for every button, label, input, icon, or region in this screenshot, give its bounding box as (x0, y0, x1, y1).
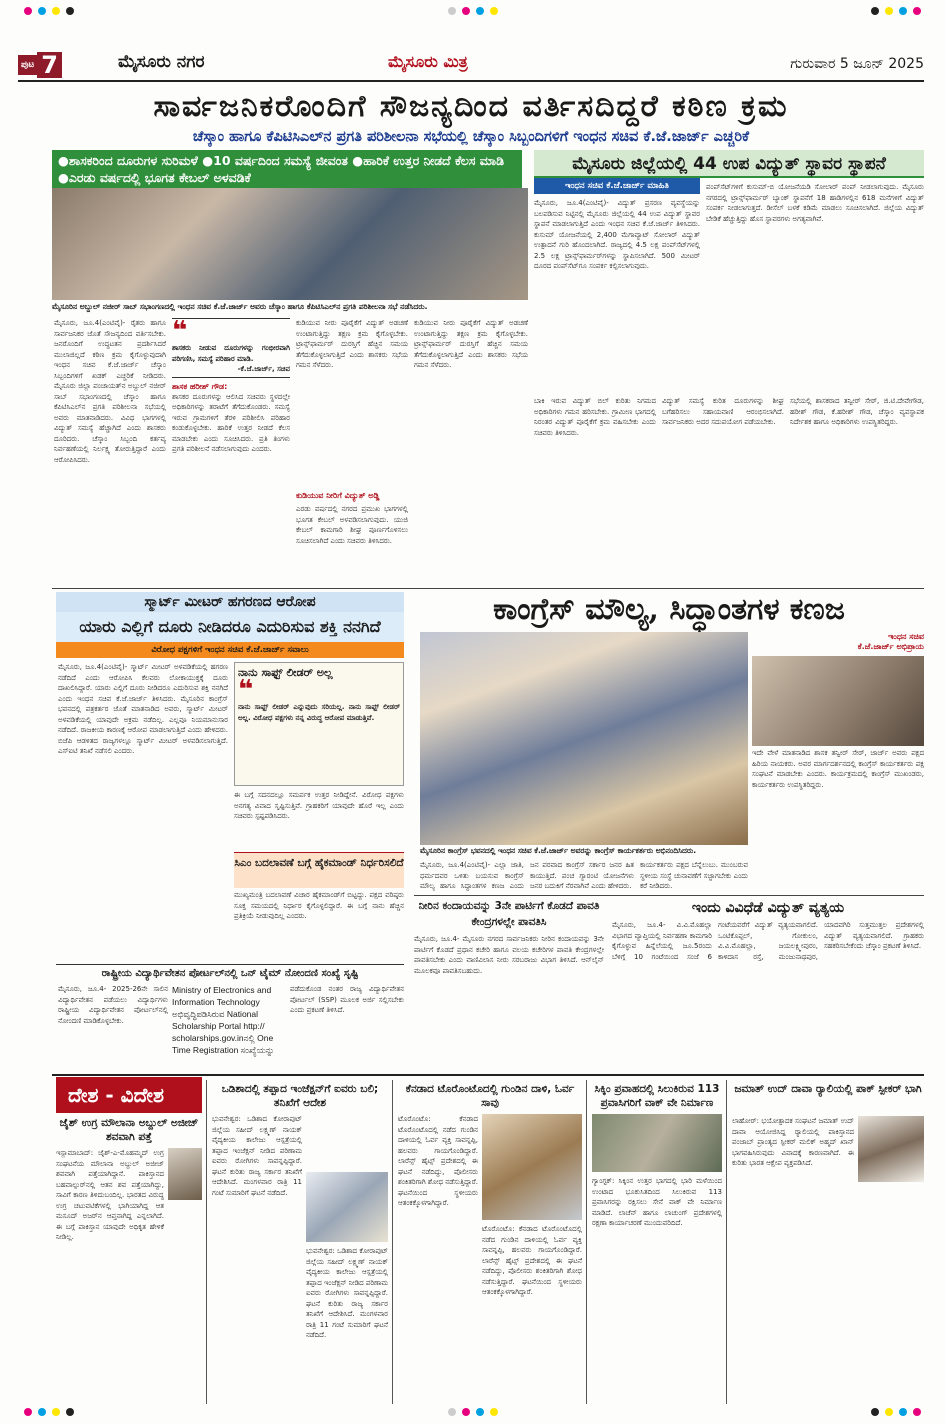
lead-quote-text: ಶಾಸಕರು ನೀಡುವ ದೂರುಗಳನ್ನು ಗಂಭೀರವಾಗಿ ಪರಿಗಣಿಸಿ, ಸಮಸ್ಯೆ ಪರಿಹಾರ ಮಾಡಿ. (172, 344, 290, 363)
substation-column-1: ಮೈಸೂರು, ಜೂ.4(ಎಂಟಿವೈ)- ವಿದ್ಯುತ್ ಪ್ರಸರಣ ವ್ಯವಸ್ಥೆಯನ್ನು ಬಲಪಡಿಸುವ ನಿಟ್ಟಿನಲ್ಲಿ ಮೈಸೂರು ಜಿಲ್ಲೆಯಲ್ಲಿ 44 ಉಪ ವಿದ್ಯುತ್ ಸ್ಥಾವರ ಸ್ಥಾಪನೆ ಮಾಡಲಾಗುತ್ತಿದೆ ಎಂದು ಇಂಧನ ಸಚಿವ ಕೆ.ಜೆ.ಜಾರ್ಜ್ ತಿಳಿಸಿದರು. ಕುಸುಮ್ ಯೋಜನೆಯಲ್ಲಿ 2,400 ಮೆಗಾವ್ಯಾಟ್ ಸೋಲಾರ್ ವಿದ್ಯುತ್ ಉತ್ಪಾದನೆ ಗುರಿ ಹೊಂದಲಾಗಿದೆ. ರಾಜ್ಯದಲ್ಲಿ 4.5 ಲಕ್ಷ ಪಂಪ್‌ಸೆಟ್‌ಗಳಲ್ಲಿ 2.5 ಲಕ್ಷ ಟ್ರಾನ್ಸ್‌ಫಾರ್ಮರ್‌ಗಳನ್ನು ಸ್ಥಾಪಿಸಲಾಗಿದೆ. 500 ಮೀಟರ್ ದೂರದ ಪಂಪ್‌ಸೆಟ್‌ಗೂ ಸಂಪರ್ಕ ಕಲ್ಪಿಸಲಾಗುವುದು. (534, 199, 700, 270)
issue-date: ಗುರುವಾರ 5 ಜೂನ್ 2025 (790, 56, 924, 72)
lead-column-2 (172, 318, 290, 586)
lead-column-2-text: ಶಾಸಕರ ದೂರುಗಳನ್ನು ಆಲಿಸಿದ ಸಚಿವರು ಸ್ಥಳದಲ್ಲೇ ಅಧಿಕಾರಿಗಳನ್ನು ತರಾಟೆಗೆ ತೆಗೆದುಕೊಂಡರು. ಸಮಸ್ಯೆ ಇರುವ ಗ್ರಾಮಗಳಿಗೆ ತೆರಳಿ ಪರಿಶೀಲಿಸಿ ಪರಿಹಾರ ಕಂಡುಕೊಳ್ಳಬೇಕು. ಹಾರಿಕೆ ಉತ್ತರ ನೀಡದೆ ಕೆಲಸ ಮಾಡಬೇಕು ಎಂದು ಸೂಚಿಸಿದರು. ಪ್ರತಿ ತಿಂಗಳು ಪ್ರಗತಿ ಪರಿಶೀಲನೆ ನಡೆಸಲಾಗುವುದು ಎಂದರು. (172, 392, 290, 453)
smart-meter-kicker: ಸ್ಮಾರ್ಟ್ ಮೀಟರ್ ಹಗರಣದ ಆರೋಪ (56, 592, 404, 612)
scholarship-text-1: ಮೈಸೂರು, ಜೂ.4- 2025-26ನೇ ಸಾಲಿನ ವಿದ್ಯಾರ್ಥಿವೇತನ ಪಡೆಯಲು ವಿದ್ಯಾರ್ಥಿಗಳು ರಾಷ್ಟ್ರೀಯ ವಿದ್ಯಾರ್ಥಿವೇತನ ಪೋರ್ಟಲ್‌ನಲ್ಲಿ ನೋಂದಣಿ ಮಾಡಿಕೊಳ್ಳಬೇಕು. (58, 985, 168, 1025)
world-story-5-photo (858, 1116, 924, 1182)
soft-leader-title: ನಾನು ಸಾಫ್ಟ್ ಲೀಡರ್ ಅಲ್ಲ (238, 666, 333, 679)
smart-meter-tag: ವಿರೋಧ ಪಕ್ಷಗಳಿಗೆ ಇಂಧನ ಸಚಿವ ಕೆ.ಜೆ.ಜಾರ್ಜ್ ಸವಾಲು (56, 642, 404, 658)
lead-column-3-text: ಕುಡಿಯುವ ನೀರು ಪೂರೈಕೆಗೆ ವಿದ್ಯುತ್ ಅಡಚಣೆ ಉಂಟಾಗುತ್ತಿದ್ದು ತಕ್ಷಣ ಕ್ರಮ ಕೈಗೊಳ್ಳಬೇಕು. ಟ್ರಾನ್ಸ್‌ಫಾರ್ಮರ್ ದುರಸ್ತಿಗೆ ಹೆಚ್ಚಿನ ಸಮಯ ತೆಗೆದುಕೊಳ್ಳಲಾಗುತ್ತಿದೆ ಎಂದು ಶಾಸಕರು ಸಭೆಯ ಗಮನ ಸೆಳೆದರು. (296, 319, 408, 369)
smart-meter-column-1: ಮೈಸೂರು, ಜೂ.4(ಎಂಟಿವೈ)- ಸ್ಮಾರ್ಟ್ ಮೀಟರ್ ಅಳವಡಿಕೆಯಲ್ಲಿ ಹಗರಣ ನಡೆದಿದೆ ಎಂದು ಆರೋಪಿಸಿ ಕೆಲವರು ಲೋಕಾಯುಕ್ತಕ್ಕೆ ದೂರು ದಾಖಲಿಸಿದ್ದಾರೆ. ಯಾರು ಎಲ್ಲಿಗೆ ದೂರು ನೀಡಿದರೂ ಎದುರಿಸುವ ಶಕ್ತಿ ನನಗಿದೆ ಎಂದು ಇಂಧನ ಸಚಿವ ಕೆ.ಜೆ.ಜಾರ್ಜ್ ತಿಳಿಸಿದರು. ಮೈಸೂರಿನ ಕಾಂಗ್ರೆಸ್ ಭವನದಲ್ಲಿ ಪತ್ರಕರ್ತರ ಜೊತೆ ಮಾತನಾಡಿದ ಅವರು, ಸ್ಮಾರ್ಟ್ ಮೀಟರ್ ಅಳವಡಿಕೆಯಲ್ಲಿ ಯಾವುದೇ ಅಕ್ರಮ ನಡೆದಿಲ್ಲ. ಎಲ್ಲವೂ ನಿಯಮಾನುಸಾರ ನಡೆದಿದೆ. ರಾಜಕೀಯ ಕಾರಣಕ್ಕೆ ಆರೋಪ ಮಾಡಲಾಗುತ್ತಿದೆ ಎಂದು ಹೇಳಿದರು. ಬಿಜೆಪಿ ಆಡಳಿತದ ರಾಜ್ಯಗಳಲ್ಲೂ ಸ್ಮಾರ್ಟ್ ಮೀಟರ್ ಅಳವಡಿಸಲಾಗುತ್ತಿದೆ. ಎಸ್‌ಐಟಿ ತನಿಖೆ ನಡೆಸಲಿ ಎಂದರು. (58, 663, 228, 755)
world-story-3-text-b: ಟೊರೊಂಟೊ: ಕೆನಡಾದ ಟೊರೊಂಟೊದಲ್ಲಿ ನಡೆದ ಗುಂಡಿನ ದಾಳಿಯಲ್ಲಿ ಓರ್ವ ವ್ಯಕ್ತಿ ಸಾವನ್ನಪ್ಪಿ, ಹಲವರು ಗಾಯಗೊಂಡಿದ್ದಾರೆ. ಲಾರೆನ್ಸ್ ಹೈಟ್ಸ್ ಪ್ರದೇಶದಲ್ಲಿ ಈ ಘಟನೆ ನಡೆದಿದ್ದು, ಪೊಲೀಸರು ಶಂಕಿತರಿಗಾಗಿ ಶೋಧ ನಡೆಸುತ್ತಿದ್ದಾರೆ. ಘಟನೆಯಿಂದ ಸ್ಥಳೀಯರು ಆತಂಕಕ್ಕೊಳಗಾಗಿದ್ದಾರೆ. (482, 1225, 582, 1296)
world-story-5-text: ಲಾಹೋರ್: ಭಯೋತ್ಪಾದಕ ಸಂಘಟನೆ ಜಮಾತ್ ಉದ್ ದಾವಾ ಆಯೋಜಿಸಿದ್ದ ರ್‍ಯಾಲಿಯಲ್ಲಿ ಪಾಕಿಸ್ತಾನದ ಪಂಜಾಬ್ ಪ್ರಾಂತ್ಯದ ಸ್ಪೀಕರ್ ಮಲಿಕ್ ಅಹ್ಮದ್ ಖಾನ್ ಭಾಗವಹಿಸಿರುವುದು ವಿವಾದಕ್ಕೆ ಕಾರಣವಾಗಿದೆ. ಈ ಕುರಿತು ಭಾರತ ಆಕ್ಷೇಪ ವ್ಯಕ್ತಪಡಿಸಿದೆ. (732, 1117, 854, 1167)
quote-mark-icon: ❝ (172, 316, 188, 346)
quote-mark-icon: ❝ (238, 675, 254, 705)
lead-photo-caption: ಮೈಸೂರಿನ ಅಬ್ದುಲ್ ನಜೀರ್ ಸಾಬ್ ಸಭಾಂಗಣದಲ್ಲಿ ಇಂಧನ ಸಚಿವ ಕೆ.ಜೆ.ಜಾರ್ಜ್ ಅವರು ಚೆಸ್ಕಾಂ ಹಾಗೂ ಕೆಪಿಟಿಸಿಎಲ್‌ನ ಪ್ರಗತಿ ಪರಿಶೀಲನಾ ಸಭೆ ನಡೆಸಿದರು. (52, 302, 428, 311)
congress-right-column: ಇದೇ ವೇಳೆ ಮಾತನಾಡಿದ ಶಾಸಕ ತನ್ವೀರ್ ಸೇಠ್, ಜಾರ್ಜ್ ಅವರು ಪಕ್ಷದ ಹಿರಿಯ ನಾಯಕರು. ಅವರ ಮಾರ್ಗದರ್ಶನದಲ್ಲಿ ಕಾಂಗ್ರೆಸ್ ಕಾರ್ಯಕರ್ತರು ಪಕ್ಷ ಸಂಘಟನೆ ಮಾಡಬೇಕು ಎಂದರು. ಕಾರ್ಯಕ್ರಮದಲ್ಲಿ ಕಾಂಗ್ರೆಸ್ ಮುಖಂಡರು, ಕಾರ್ಯಕರ್ತರು ಉಪಸ್ಥಿತರಿದ್ದರು. (752, 749, 924, 789)
registration-marks-bottom (0, 1407, 945, 1417)
congress-headline: ಕಾಂಗ್ರೆಸ್ ಮೌಲ್ಯ, ಸಿದ್ಧಾಂತಗಳ ಕಣಜ (493, 592, 845, 627)
lead-subhead-1: ಶಾಸಕ ಹರೀಶ್ ಗೌಡ: (172, 381, 228, 391)
section-title: ಮೈಸೂರು ನಗರ (118, 52, 205, 72)
substation-tag: ಇಂಧನ ಸಚಿವ ಕೆ.ಜೆ.ಜಾರ್ಜ್ ಮಾಹಿತಿ (534, 178, 700, 194)
world-story-4-text: ಗ್ಯಾಂಗ್ಟಕ್: ಸಿಕ್ಕಿಂನ ಉತ್ತರ ಭಾಗದಲ್ಲಿ ಭಾರಿ ಮಳೆಯಿಂದ ಉಂಟಾದ ಭೂಕುಸಿತದಿಂದ ಸಿಲುಕಿರುವ 113 ಪ್ರವಾಸಿಗರನ್ನು ರಕ್ಷಿಸಲು ಸೇನೆ ವಾಕ್ ವೇ ನಿರ್ಮಾಣ ಮಾಡಿದೆ. ಲಾಚೆನ್ ಹಾಗೂ ಲಾಚುಂಗ್ ಪ್ರದೇಶಗಳಲ್ಲಿ ರಕ್ಷಣಾ ಕಾರ್ಯಾಚರಣೆ ಮುಂದುವರಿದಿದೆ. (592, 1177, 722, 1227)
soft-leader-box (234, 662, 404, 786)
world-story-1-headline: ಜೈಶ್ ಉಗ್ರ ಮೌಲಾನಾ ಅಬ್ದುಲ್ ಅಜೀಜ್ ಶವವಾಗಿ ಪತ್ತೆ (59, 1117, 199, 1143)
congress-byline-role: ಇಂಧನ ಸಚಿವ (888, 632, 924, 641)
lead-column-3b-text: ಎರಡು ವರ್ಷದಲ್ಲಿ ನಗರದ ಪ್ರಮುಖ ಭಾಗಗಳಲ್ಲಿ ಭೂಗತ ಕೇಬಲ್ ಅಳವಡಿಸಲಾಗುವುದು. ಯುಜಿ ಕೇಬಲ್ ಕಾಮಗಾರಿ ಶೀಘ್ರ ಪೂರ್ಣಗೊಳಿಸಲು ಸೂಚಿಸಲಾಗಿದೆ ಎಂದು ಸಚಿವರು ತಿಳಿಸಿದರು. (296, 505, 408, 545)
scholarship-text-2: ಪಡೆದುಕೊಂಡ ನಂತರ ರಾಜ್ಯ ವಿದ್ಯಾರ್ಥಿವೇತನ ಪೋರ್ಟಲ್ (SSP) ಮೂಲಕ ಅರ್ಜಿ ಸಲ್ಲಿಸಬೇಕು ಎಂದು ಪ್ರಕಟಣೆ ತಿಳಿಸಿದೆ. (290, 985, 404, 1014)
world-story-4-photo (592, 1114, 722, 1172)
congress-photo-caption: ಮೈಸೂರಿನ ಕಾಂಗ್ರೆಸ್ ಭವನದಲ್ಲಿ ಇಂಧನ ಸಚಿವ ಕೆ.ಜೆ.ಜಾರ್ಜ್ ಅವರನ್ನು ಕಾಂಗ್ರೆಸ್ ಕಾರ್ಯಕರ್ತರು ಅಭಿನಂದಿಸಿದರು. (420, 846, 697, 855)
world-story-2-text: ಭುವನೇಶ್ವರ: ಒಡಿಶಾದ ಕೋರಾಪುಟ್ ಜಿಲ್ಲೆಯ ಸಹೀದ್ ಲಕ್ಷ್ಮಣ್ ನಾಯಕ್ ವೈದ್ಯಕೀಯ ಕಾಲೇಜು ಆಸ್ಪತ್ರೆಯಲ್ಲಿ ತಪ್ಪಾದ ಇಂಜೆಕ್ಷನ್ ನೀಡಿದ ಪರಿಣಾಮ ಐವರು ರೋಗಿಗಳು ಸಾವನ್ನಪ್ಪಿದ್ದಾರೆ. ಘಟನೆ ಕುರಿತು ರಾಜ್ಯ ಸರ್ಕಾರ ತನಿಖೆಗೆ ಆದೇಶಿಸಿದೆ. ಮಂಗಳವಾರ ರಾತ್ರಿ 11 ಗಂಟೆ ಸುಮಾರಿಗೆ ಘಟನೆ ನಡೆದಿದೆ. (212, 1115, 302, 1197)
world-story-2-text-b: ಭುವನೇಶ್ವರ: ಒಡಿಶಾದ ಕೋರಾಪುಟ್ ಜಿಲ್ಲೆಯ ಸಹೀದ್ ಲಕ್ಷ್ಮಣ್ ನಾಯಕ್ ವೈದ್ಯಕೀಯ ಕಾಲೇಜು ಆಸ್ಪತ್ರೆಯಲ್ಲಿ ತಪ್ಪಾದ ಇಂಜೆಕ್ಷನ್ ನೀಡಿದ ಪರಿಣಾಮ ಐವರು ರೋಗಿಗಳು ಸಾವನ್ನಪ್ಪಿದ್ದಾರೆ. ಘಟನೆ ಕುರಿತು ರಾಜ್ಯ ಸರ್ಕಾರ ತನಿಖೆಗೆ ಆದೇಶಿಸಿದೆ. ಮಂಗಳವಾರ ರಾತ್ರಿ 11 ಗಂಟೆ ಸುಮಾರಿಗೆ ಘಟನೆ ನಡೆದಿದೆ. (306, 1247, 388, 1339)
registration-marks-top (0, 6, 945, 16)
page-number-badge (18, 52, 113, 78)
lead-photo (52, 188, 528, 300)
world-story-3-text: ಟೊರೊಂಟೊ: ಕೆನಡಾದ ಟೊರೊಂಟೊದಲ್ಲಿ ನಡೆದ ಗುಂಡಿನ ದಾಳಿಯಲ್ಲಿ ಓರ್ವ ವ್ಯಕ್ತಿ ಸಾವನ್ನಪ್ಪಿ, ಹಲವರು ಗಾಯಗೊಂಡಿದ್ದಾರೆ. ಲಾರೆನ್ಸ್ ಹೈಟ್ಸ್ ಪ್ರದೇಶದಲ್ಲಿ ಈ ಘಟನೆ ನಡೆದಿದ್ದು, ಪೊಲೀಸರು ಶಂಕಿತರಿಗಾಗಿ ಶೋಧ ನಡೆಸುತ್ತಿದ್ದಾರೆ. ಘಟನೆಯಿಂದ ಸ್ಥಳೀಯರು ಆತಂಕಕ್ಕೊಳಗಾಗಿದ್ದಾರೆ. (398, 1115, 478, 1207)
world-story-2-photo (306, 1172, 388, 1242)
lead-headline: ಸಾರ್ವಜನಿಕರೊಂದಿಗೆ ಸೌಜನ್ಯದಿಂದ ವರ್ತಿಸದಿದ್ದರೆ ಕಠಿಣ ಕ್ರಮ (153, 89, 789, 124)
lead-subhead: ಚೆಸ್ಕಾಂ ಹಾಗೂ ಕೆಪಿಟಿಸಿಎಲ್‌ನ ಪ್ರಗತಿ ಪರಿಶೀಲನಾ ಸಭೆಯಲ್ಲಿ ಚೆಸ್ಕಾಂ ಸಿಬ್ಬಂದಿಗಳಿಗೆ ಇಂಧನ ಸಚಿವ ಕೆ.ಜೆ.ಜಾರ್ಜ್ ಎಚ್ಚರಿಕೆ (192, 129, 750, 145)
substation-headline: ಮೈಸೂರು ಜಿಲ್ಲೆಯಲ್ಲಿ 44 ಉಪ ವಿದ್ಯುತ್ ಸ್ಥಾವರ ಸ್ಥಾಪನೆ (534, 150, 924, 178)
lead-highlights: ●ಶಾಸಕರಿಂದ ದೂರುಗಳ ಸುರಿಮಳೆ ●10 ವರ್ಷದಿಂದ ಸಮಸ್ಯೆ ಜೀವಂತ ●ಹಾರಿಕೆ ಉತ್ತರ ನೀಡದೆ ಕೆಲಸ ಮಾಡಿ ●ಎರಡು ವರ್ಷದಲ್ಲಿ ಭೂಗತ ಕೇಬಲ್ ಅಳವಡಿಕೆ (52, 150, 522, 188)
lead-quote-author: -ಕೆ.ಜೆ.ಜಾರ್ಜ್, ಸಚಿವ (237, 365, 290, 373)
power-outage-text: ಮೈಸೂರು, ಜೂ.4- ವಿ.ವಿ.ಮೊಹಲ್ಲಾ ವಿಭಾಗದ ವ್ಯಾಪ್ತಿಯಲ್ಲಿ ನಿರ್ವಹಣಾ ಕಾಮಗಾರಿ ಕೈಗೊಳ್ಳುವ ಹಿನ್ನೆಲೆಯಲ್ಲಿ ಜೂ.5ರಂದು ಬೆಳಿಗ್ಗೆ 10 ಗಂಟೆಯಿಂದ ಸಂಜೆ 6 ಗಂಟೆಯವರೆಗೆ ವಿದ್ಯುತ್ ವ್ಯತ್ಯಯವಾಗಲಿದೆ. ಒಂಟಿಕೊಪ್ಪಲ್, ಗೋಕುಲಂ, ವಿ.ವಿ.ಮೊಹಲ್ಲಾ, ಜಯಲಕ್ಷ್ಮೀಪುರಂ, ಕಾಳಿದಾಸ ರಸ್ತೆ, ಮಂಜುನಾಥಪುರ, ಯಾದವಗಿರಿ ಸುತ್ತಮುತ್ತಲ ಪ್ರದೇಶಗಳಲ್ಲಿ ವಿದ್ಯುತ್ ವ್ಯತ್ಯಯವಾಗಲಿದೆ. ಗ್ರಾಹಕರು ಸಹಕರಿಸಬೇಕೆಂದು ಚೆಸ್ಕಾಂ ಪ್ರಕಟಣೆ ತಿಳಿಸಿದೆ. (612, 921, 924, 961)
lead-subhead-2: ಕುಡಿಯುವ ನೀರಿಗೆ ವಿದ್ಯುತ್ ಅಡ್ಡಿ (296, 491, 380, 500)
world-story-2-headline: ಒಡಿಶಾದಲ್ಲಿ ತಪ್ಪಾದ ಇಂಜೆಕ್ಷನ್‌ಗೆ ಐವರು ಬಲಿ; ತನಿಖೆಗೆ ಆದೇಶ (221, 1083, 379, 1109)
congress-byline (760, 632, 924, 654)
water-tax-text: ಮೈಸೂರು, ಜೂ.4- ಮೈಸೂರು ನಗರದ ಸಾರ್ವಜನಿಕರು ನೀರಿನ ಕಂದಾಯವನ್ನು 3ನೇ ಪಾರ್ಟಿಗೆ ಕೊಡದೆ ಪ್ರಧಾನ ಕಚೇರಿ ಹಾಗೂ ವಲಯ ಕಚೇರಿಗಳ ಪಾವತಿ ಕೇಂದ್ರಗಳಲ್ಲೇ ಪಾವತಿಸಬೇಕು ಎಂದು ವಾಣಿವಿಲಾಸ ನೀರು ಸರಬರಾಜು ವಿಭಾಗ ತಿಳಿಸಿದೆ. ಆನ್‌ಲೈನ್ ಮೂಲಕವೂ ಪಾವತಿಸಬಹುದು. (414, 935, 604, 975)
world-story-3-headline: ಕೆನಡಾದ ಟೊರೊಂಟೊದಲ್ಲಿ ಗುಂಡಿನ ದಾಳಿ, ಓರ್ವ ಸಾವು (405, 1083, 575, 1109)
power-outage-headline: ಇಂದು ವಿವಿಧೆಡೆ ವಿದ್ಯುತ್ ವ್ಯತ್ಯಯ (691, 900, 845, 916)
page-number: 7 (37, 52, 62, 78)
newspaper-name: ಮೈಸೂರು ಮಿತ್ರ (388, 52, 468, 71)
congress-inset-photo (752, 656, 924, 746)
page-label: ಪುಟ (18, 55, 37, 75)
scholarship-headline: ರಾಷ್ಟ್ರೀಯ ವಿದ್ಯಾರ್ಥಿವೇತನ ಪೋರ್ಟಲ್‌ನಲ್ಲಿ ಒನ್ ಟೈಮ್ ನೋಂದಣಿ ಸಂಖ್ಯೆ ಸೃಷ್ಟಿ (56, 964, 404, 982)
congress-column-1: ಮೈಸೂರು, ಜೂ.4(ಎಂಟಿವೈ)- ಎಲ್ಲಾ ಜಾತಿ, ಧರ್ಮದವರ ಒಳಿತು ಬಯಸುವ ಕಾಂಗ್ರೆಸ್ ಮೌಲ್ಯ ಹಾಗೂ ಸಿದ್ಧಾಂತಗಳ ಕಣಜ ಎಂದು (420, 861, 524, 890)
soft-leader-text: ನಾನು ಸಾಫ್ಟ್ ಲೀಡರ್ ಎನ್ನುವುದು ಸರಿಯಲ್ಲ. ನಾನು ಸಾಫ್ಟ್ ಲೀಡರ್ ಅಲ್ಲ. ವಿರೋಧ ಪಕ್ಷಗಳು ನನ್ನ ವಿರುದ್ಧ ಆರೋಪ ಮಾಡುತ್ತಿವೆ. (238, 703, 400, 722)
substation-column-4: ವಿದ್ಯುತ್ ಸಮಸ್ಯೆ ಕುರಿತ ದೂರುಗಳನ್ನು ಶೀಘ್ರ ಬಗೆಹರಿಸಲು ಸಹಾಯವಾಣಿ ಆರಂಭಿಸಲಾಗಿದೆ. ಸಾರ್ವಜನಿಕರು ಅದರ ಸದುಪಯೋಗ ಪಡೆಯಬೇಕು. (662, 397, 784, 426)
world-news-section-bar: ದೇಶ - ವಿದೇಶ (56, 1077, 202, 1113)
congress-column-2: ಜನ ಪರವಾದ ಕಾಂಗ್ರೆಸ್ ಸರ್ಕಾರ ಜನರ ಹಿತ ಕಾಯುತ್ತಿದೆ. ಪಂಚ ಗ್ಯಾರಂಟಿ ಯೋಜನೆಗಳು ಜನರ ಬದುಕಿಗೆ ನೆರವಾಗಿವೆ ಎಂದು ಹೇಳಿದರು. (530, 861, 634, 890)
congress-photo (420, 632, 748, 845)
world-story-5-headline: ಜಮಾತ್ ಉದ್ ದಾವಾ ರ್‍ಯಾಲಿಯಲ್ಲಿ ಪಾಕ್ ಸ್ಪೀಕರ್ ಭಾಗಿ (734, 1083, 922, 1095)
congress-byline-name: ಕೆ.ಜೆ.ಜಾರ್ಜ್ ಅಭಿಪ್ರಾಯ (857, 642, 924, 651)
lead-column-1: ಮೈಸೂರು, ಜೂ.4(ಎಂಟಿವೈ)- ರೈತರು ಹಾಗೂ ಸಾರ್ವಜನಿಕರ ಜೊತೆ ಸೌಜನ್ಯದಿಂದ ವರ್ತಿಸಬೇಕು. ಜನರೊಂದಿಗೆ ಉದ್ಧಟತನ ಪ್ರದರ್ಶಿಸಿದರೆ ಮುಲಾಜಿಲ್ಲದೆ ಕಠಿಣ ಕ್ರಮ ಕೈಗೊಳ್ಳುವುದಾಗಿ ಇಂಧನ ಸಚಿವ ಕೆ.ಜೆ.ಜಾರ್ಜ್ ಚೆಸ್ಕಾಂ ಸಿಬ್ಬಂದಿಗಳಿಗೆ ಖಡಕ್ ಎಚ್ಚರಿಕೆ ನೀಡಿದರು. ಮೈಸೂರು ಜಿಲ್ಲಾ ಪಂಚಾಯತ್‌ನ ಅಬ್ದುಲ್ ನಜೀರ್ ಸಾಬ್ ಸಭಾಂಗಣದಲ್ಲಿ ಚೆಸ್ಕಾಂ ಹಾಗೂ ಕೆಪಿಟಿಸಿಎಲ್‌ನ ಪ್ರಗತಿ ಪರಿಶೀಲನಾ ಸಭೆಯಲ್ಲಿ ಅವರು ಮಾತನಾಡಿದರು. ವಿವಿಧ ಭಾಗಗಳಲ್ಲಿ ವಿದ್ಯುತ್ ಸಮಸ್ಯೆ ಹೆಚ್ಚಾಗಿದೆ ಎಂದು ಶಾಸಕರು ದೂರಿದರು. ಚೆಸ್ಕಾಂ ಸಿಬ್ಬಂದಿ ಕರ್ತವ್ಯ ನಿರ್ವಹಣೆಯಲ್ಲಿ ನಿರ್ಲಕ್ಷ್ಯ ತೋರುತ್ತಿದ್ದಾರೆ ಎಂದು ಆರೋಪಿಸಿದರು. (54, 319, 166, 464)
world-story-3-photo (482, 1114, 582, 1220)
world-story-4-headline: ಸಿಕ್ಕಿಂ ಪ್ರವಾಹದಲ್ಲಿ ಸಿಲುಕಿರುವ 113 ಪ್ರವಾಸಿಗರಿಗೆ ವಾಕ್ ವೇ ನಿರ್ಮಾಣ (594, 1083, 720, 1109)
substation-column-2: ಪಂಪ್‌ಸೆಟ್‌ಗಳಿಗೆ ಕುಸುಮ್-ಬಿ ಯೋಜನೆಯಡಿ ಸೋಲಾರ್ ಪಂಪ್ ನೀಡಲಾಗುವುದು. ಮೈಸೂರು ನಗರದಲ್ಲಿ ಟ್ರಾನ್ಸ್‌ಫಾರ್ಮರ್ ಬ್ಯಾಂಕ್ ಸ್ಥಾಪನೆಗೆ 18 ಹಾಡಿಗಳಲ್ಲಿನ 618 ಮನೆಗಳಿಗೆ ವಿದ್ಯುತ್ ಸಂಪರ್ಕ ನೀಡಲಾಗುತ್ತದೆ. ಡೀಸೆಲ್ ಬಳಕೆ ಕಡಿಮೆ ಮಾಡಲು ಸೂಚಿಸಲಾಗಿದೆ. ಜಿಲ್ಲೆಯ ವಿದ್ಯುತ್ ಬೇಡಿಕೆ ಹೆಚ್ಚುತ್ತಿದ್ದು ಹೊಸ ಸ್ಥಾವರಗಳು ಅಗತ್ಯವಾಗಿವೆ. (706, 183, 924, 223)
lead-quote (172, 318, 290, 378)
cm-change-text: ಮುಖ್ಯಮಂತ್ರಿ ಬದಲಾವಣೆ ವಿಚಾರ ಹೈಕಮಾಂಡ್‌ಗೆ ಬಿಟ್ಟದ್ದು. ಪಕ್ಷದ ವರಿಷ್ಠರು ಸೂಕ್ತ ಸಮಯದಲ್ಲಿ ನಿರ್ಧಾರ ಕೈಗೊಳ್ಳಲಿದ್ದಾರೆ. ಈ ಬಗ್ಗೆ ನಾನು ಹೆಚ್ಚಿನ ಪ್ರತಿಕ್ರಿಯೆ ನೀಡುವುದಿಲ್ಲ ಎಂದರು. (234, 891, 404, 920)
page-header (18, 50, 924, 82)
cm-change-headline: ಸಿಎಂ ಬದಲಾವಣೆ ಬಗ್ಗೆ ಹೈಕಮಾಂಡ್ ನಿರ್ಧರಿಸಲಿದೆ (234, 852, 404, 888)
water-tax-headline: ನೀರಿನ ಕಂದಾಯವನ್ನು 3ನೇ ಪಾರ್ಟಿಗೆ ಕೊಡದೆ ಪಾವತಿ ಕೇಂದ್ರಗಳಲ್ಲೇ ಪಾವತಿಸಿ (418, 900, 600, 928)
smart-meter-headline: ಯಾರು ಎಲ್ಲಿಗೆ ದೂರು ನೀಡಿದರೂ ಎದುರಿಸುವ ಶಕ್ತಿ ನನಗಿದೆ (56, 612, 404, 642)
world-story-1-text: ಇಸ್ಲಾಮಾಬಾದ್: ಜೈಶ್-ಎ-ಮೊಹಮ್ಮದ್ ಉಗ್ರ ಸಂಘಟನೆಯ ಮೌಲಾನಾ ಅಬ್ದುಲ್ ಅಜೀಜ್ ಶವವಾಗಿ ಪತ್ತೆಯಾಗಿದ್ದಾನೆ. ಪಾಕಿಸ್ತಾನದ ಬಹವಾಲ್ಪುರ್‌ನಲ್ಲಿ ಆತನ ಶವ ಪತ್ತೆಯಾಗಿದ್ದು, ಸಾವಿಗೆ ಕಾರಣ ತಿಳಿದುಬಂದಿಲ್ಲ. ಭಾರತದ ವಿರುದ್ಧ ಉಗ್ರ ಚಟುವಟಿಕೆಗಳಲ್ಲಿ ಭಾಗಿಯಾಗಿದ್ದ ಆತ ಮಸೂದ್ ಅಜರ್‌ನ ಆಪ್ತನಾಗಿದ್ದ ಎನ್ನಲಾಗಿದೆ. ಈ ಬಗ್ಗೆ ಪಾಕಿಸ್ತಾನ ಯಾವುದೇ ಅಧಿಕೃತ ಹೇಳಿಕೆ ನೀಡಿಲ್ಲ. (56, 1149, 164, 1241)
lead-column-4: ಕುಡಿಯುವ ನೀರು ಪೂರೈಕೆಗೆ ವಿದ್ಯುತ್ ಅಡಚಣೆ ಉಂಟಾಗುತ್ತಿದ್ದು ತಕ್ಷಣ ಕ್ರಮ ಕೈಗೊಳ್ಳಬೇಕು. ಟ್ರಾನ್ಸ್‌ಫಾರ್ಮರ್ ದುರಸ್ತಿಗೆ ಹೆಚ್ಚಿನ ಸಮಯ ತೆಗೆದುಕೊಳ್ಳಲಾಗುತ್ತಿದೆ ಎಂದು ಶಾಸಕರು ಸಭೆಯ ಗಮನ ಸೆಳೆದರು. (414, 319, 528, 369)
substation-column-3: ಬಾಕಿ ಇರುವ ವಿದ್ಯುತ್ ಬಿಲ್ ಕುರಿತು ನಿಗಮದ ಅಧಿಕಾರಿಗಳು ಗಮನ ಹರಿಸಬೇಕು. ಗ್ರಾಮೀಣ ಭಾಗದಲ್ಲಿ ನಿರಂತರ ವಿದ್ಯುತ್ ಪೂರೈಕೆಗೆ ಕ್ರಮ ವಹಿಸಬೇಕು ಎಂದು ಸಚಿವರು ತಿಳಿಸಿದರು. (534, 397, 656, 437)
substation-column-5: ಸಭೆಯಲ್ಲಿ ಶಾಸಕರಾದ ತನ್ವೀರ್ ಸೇಠ್, ಜಿ.ಟಿ.ದೇವೇಗೌಡ, ಹರೀಶ್ ಗೌಡ, ಕೆ.ಹರೀಶ್ ಗೌಡ, ಚೆಸ್ಕಾಂ ವ್ಯವಸ್ಥಾಪಕ ನಿರ್ದೇಶಕ ಹಾಗೂ ಅಧಿಕಾರಿಗಳು ಉಪಸ್ಥಿತರಿದ್ದರು. (790, 397, 924, 426)
congress-column-3: ಕಾರ್ಯಕರ್ತರು ಪಕ್ಷದ ಬೆನ್ನೆಲುಬು. ಮುಂಬರುವ ಸ್ಥಳೀಯ ಸಂಸ್ಥೆ ಚುನಾವಣೆಗೆ ಸಜ್ಜಾಗಬೇಕು ಎಂದು ಕರೆ ನೀಡಿದರು. (640, 861, 748, 890)
smart-meter-column-2: ಈ ಬಗ್ಗೆ ಸದನದಲ್ಲೂ ಸಮರ್ಪಕ ಉತ್ತರ ನೀಡಿದ್ದೇನೆ. ವಿರೋಧ ಪಕ್ಷಗಳು ಅನಗತ್ಯ ವಿವಾದ ಸೃಷ್ಟಿಸುತ್ತಿವೆ. ಗ್ರಾಹಕರಿಗೆ ಯಾವುದೇ ಹೊರೆ ಇಲ್ಲ ಎಂದು ಸಚಿವರು ಸ್ಪಷ್ಟಪಡಿಸಿದರು. (234, 791, 404, 820)
lead-column-3 (296, 318, 408, 586)
world-story-1-photo (168, 1148, 202, 1200)
scholarship-ministry: Ministry of Electronics and Information Technology ಅಭಿವೃದ್ಧಿಪಡಿಸಿರುವ National Scholarship Portal http:// scholarships.gov.inನಲ್ಲಿ One Time Registration ಸಂಖ್ಯೆಯನ್ನು (172, 985, 275, 1055)
